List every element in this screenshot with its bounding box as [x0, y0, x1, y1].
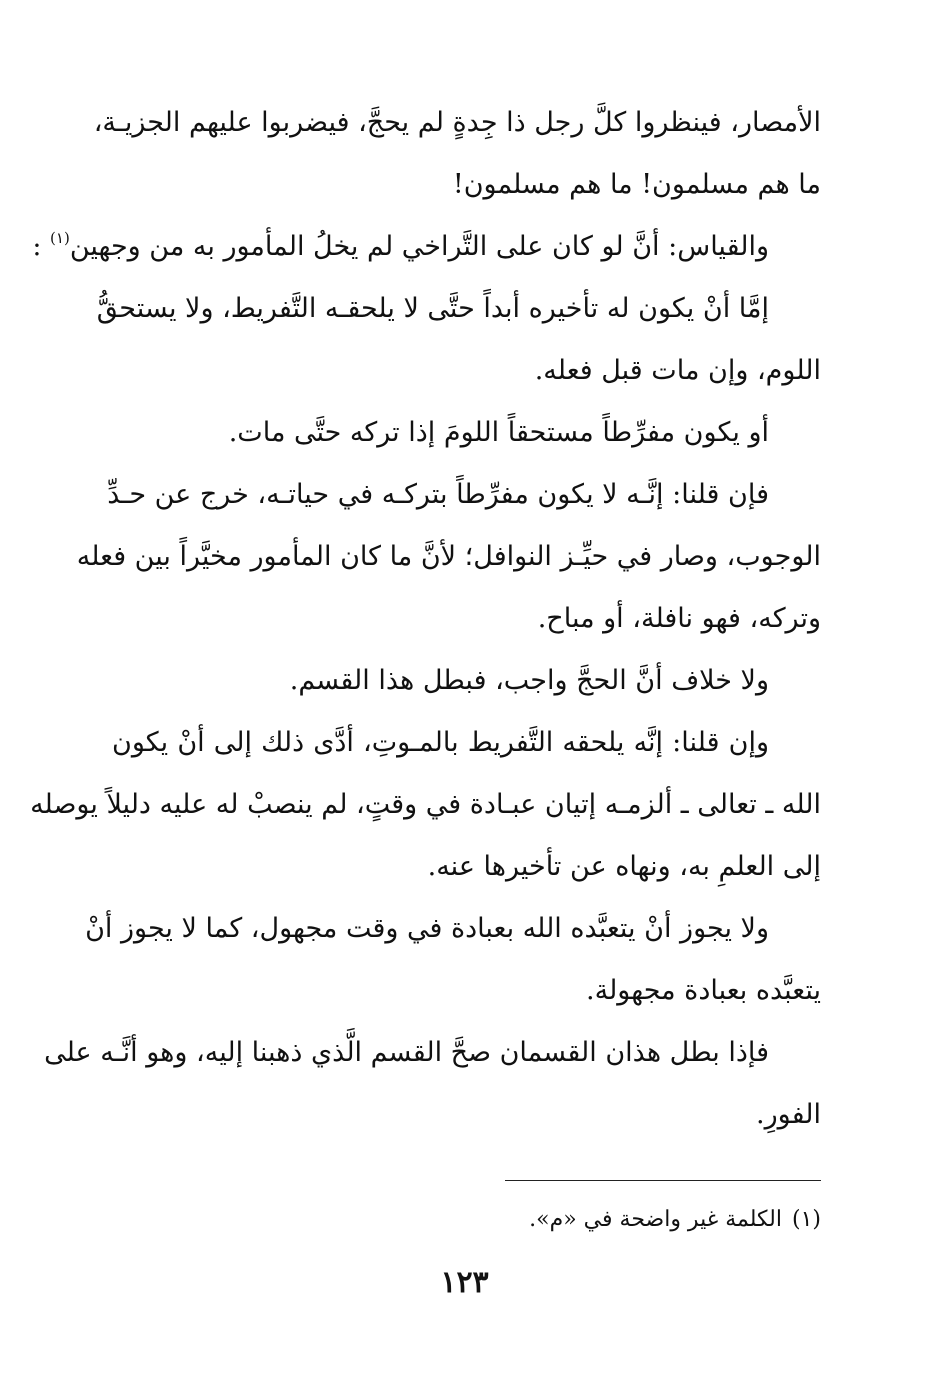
- text-line: الوجوب، وصار في حيِّـز النوافل؛ لأنَّ ما كان المأمور مخيَّراً بين فعله: [76, 541, 821, 572]
- text-line: ولا خلاف أنَّ الحجَّ واجب، فبطل هذا القسم.: [289, 665, 769, 696]
- text-line: إلى العلمِ به، ونهاه عن تأخيرها عنه.: [427, 851, 821, 882]
- text-line: الفورِ.: [756, 1099, 821, 1130]
- text-line: ما هم مسلمون! ما هم مسلمون!: [452, 169, 821, 200]
- body-text: [30, 92, 821, 1146]
- text-line: ولا يجوز أنْ يتعبَّده الله بعبادة في وقت مجهول، كما لا يجوز أنْ: [85, 913, 769, 944]
- text-line: والقياس: أنَّ لو كان على التَّراخي لم يخلُ المأمور به من وجهين$^{(١)}$ :: [32, 229, 769, 262]
- text-line: وإن قلنا: إنَّه يلحقه التَّفريط بالمـوتِ، أدَّى ذلك إلى أنْ يكون: [112, 727, 769, 758]
- page-number: ١٢٣: [440, 1265, 489, 1300]
- footnote-divider: [505, 1180, 821, 1181]
- text-line: فإذا بطل هذان القسمان صحَّ القسم الَّذي ذهبنا إليه، وهو أنَّـه على: [44, 1037, 769, 1068]
- text-line: إمَّا أنْ يكون له تأخيره أبداً حتَّى لا يلحقـه التَّفريط، ولا يستحقُّ: [96, 293, 769, 324]
- text-line: الأمصار، فينظروا كلَّ رجل ذا جِدةٍ لم يحجَّ، فيضربوا عليهم الجزيـة،: [93, 107, 821, 138]
- text-line: يتعبَّده بعبادة مجهولة.: [586, 975, 821, 1006]
- footnote-text: الكلمة غير واضحة في «م».: [529, 1207, 782, 1232]
- text-line: الله ـ تعالى ـ ألزمـه إتيان عبـادة في وقتٍ، لم ينصبْ له عليه دليلاً يوصله: [30, 789, 821, 820]
- text-line: اللوم، وإن مات قبل فعله.: [534, 355, 821, 386]
- text-line: فإن قلنا: إنَّـه لا يكون مفرِّطاً بتركـه في حياتـه، خرج عن حـدِّ: [107, 479, 769, 510]
- footnote-number: (١): [791, 1207, 821, 1232]
- footnote-marker: (١): [50, 229, 70, 247]
- footnote: [112, 1200, 821, 1240]
- text-line: وتركه، فهو نافلة، أو مباح.: [537, 603, 821, 634]
- text-line: أو يكون مفرِّطاً مستحقاً اللومَ إذا تركه حتَّى مات.: [228, 417, 769, 448]
